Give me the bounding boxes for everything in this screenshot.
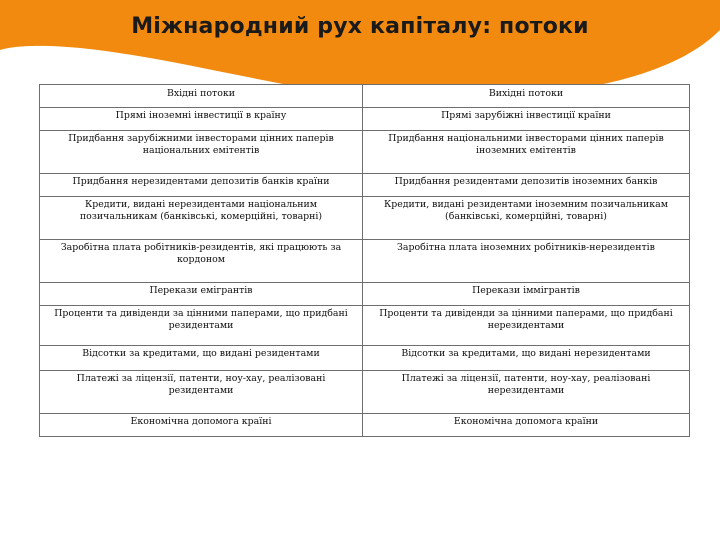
table-row (40, 197, 690, 240)
table-row (40, 108, 690, 131)
table-row (40, 414, 690, 437)
inflow-cell: Проценти та дивіденди за цінними паперами, що придбані резидентами (40, 306, 363, 346)
outflow-cell: Придбання національними інвесторами цінних паперів іноземних емітентів (363, 131, 690, 174)
table-row (40, 174, 690, 197)
capital-flows-table-container (39, 84, 689, 437)
outflow-cell: Кредити, видані резидентами іноземним позичальникам (банківські, комерційні, товарні) (363, 197, 690, 240)
table-row (40, 371, 690, 414)
outflow-cell: Платежі за ліцензії, патенти, ноу-хау, реалізовані нерезидентами (363, 371, 690, 414)
inflow-cell: Відсотки за кредитами, що видані резидентами (40, 346, 363, 371)
inflow-cell: Придбання зарубіжними інвесторами цінних паперів національних емітентів (40, 131, 363, 174)
capital-flows-table (39, 84, 690, 437)
table-row (40, 346, 690, 371)
inflow-cell: Кредити, видані нерезидентами національним позичальникам (банківські, комерційні, товарні) (40, 197, 363, 240)
inflow-cell: Заробітна плата робітників-резидентів, які працюють за кордоном (40, 240, 363, 283)
table-row (40, 283, 690, 306)
outflow-cell: Заробітна плата іноземних робітників-нерезидентів (363, 240, 690, 283)
outflow-cell: Відсотки за кредитами, що видані нерезидентами (363, 346, 690, 371)
table-row (40, 306, 690, 346)
page-title: Міжнародний рух капіталу: потоки (131, 14, 589, 39)
outflow-cell: Економічна допомога країни (363, 414, 690, 437)
table-row (40, 240, 690, 283)
inflow-cell: Прямі іноземні інвестиції в країну (40, 108, 363, 131)
table-header-row (40, 85, 690, 108)
outflow-cell: Перекази іммігрантів (363, 283, 690, 306)
outflow-cell: Придбання резидентами депозитів іноземних банків (363, 174, 690, 197)
header-inflows: Вхідні потоки (40, 85, 363, 108)
inflow-cell: Перекази емігрантів (40, 283, 363, 306)
inflow-cell: Придбання нерезидентами депозитів банків країни (40, 174, 363, 197)
inflow-cell: Економічна допомога країні (40, 414, 363, 437)
inflow-cell: Платежі за ліцензії, патенти, ноу-хау, реалізовані резидентами (40, 371, 363, 414)
header-outflows: Вихідні потоки (363, 85, 690, 108)
outflow-cell: Прямі зарубіжні інвестиції країни (363, 108, 690, 131)
table-row (40, 131, 690, 174)
outflow-cell: Проценти та дивіденди за цінними паперами, що придбані нерезидентами (363, 306, 690, 346)
